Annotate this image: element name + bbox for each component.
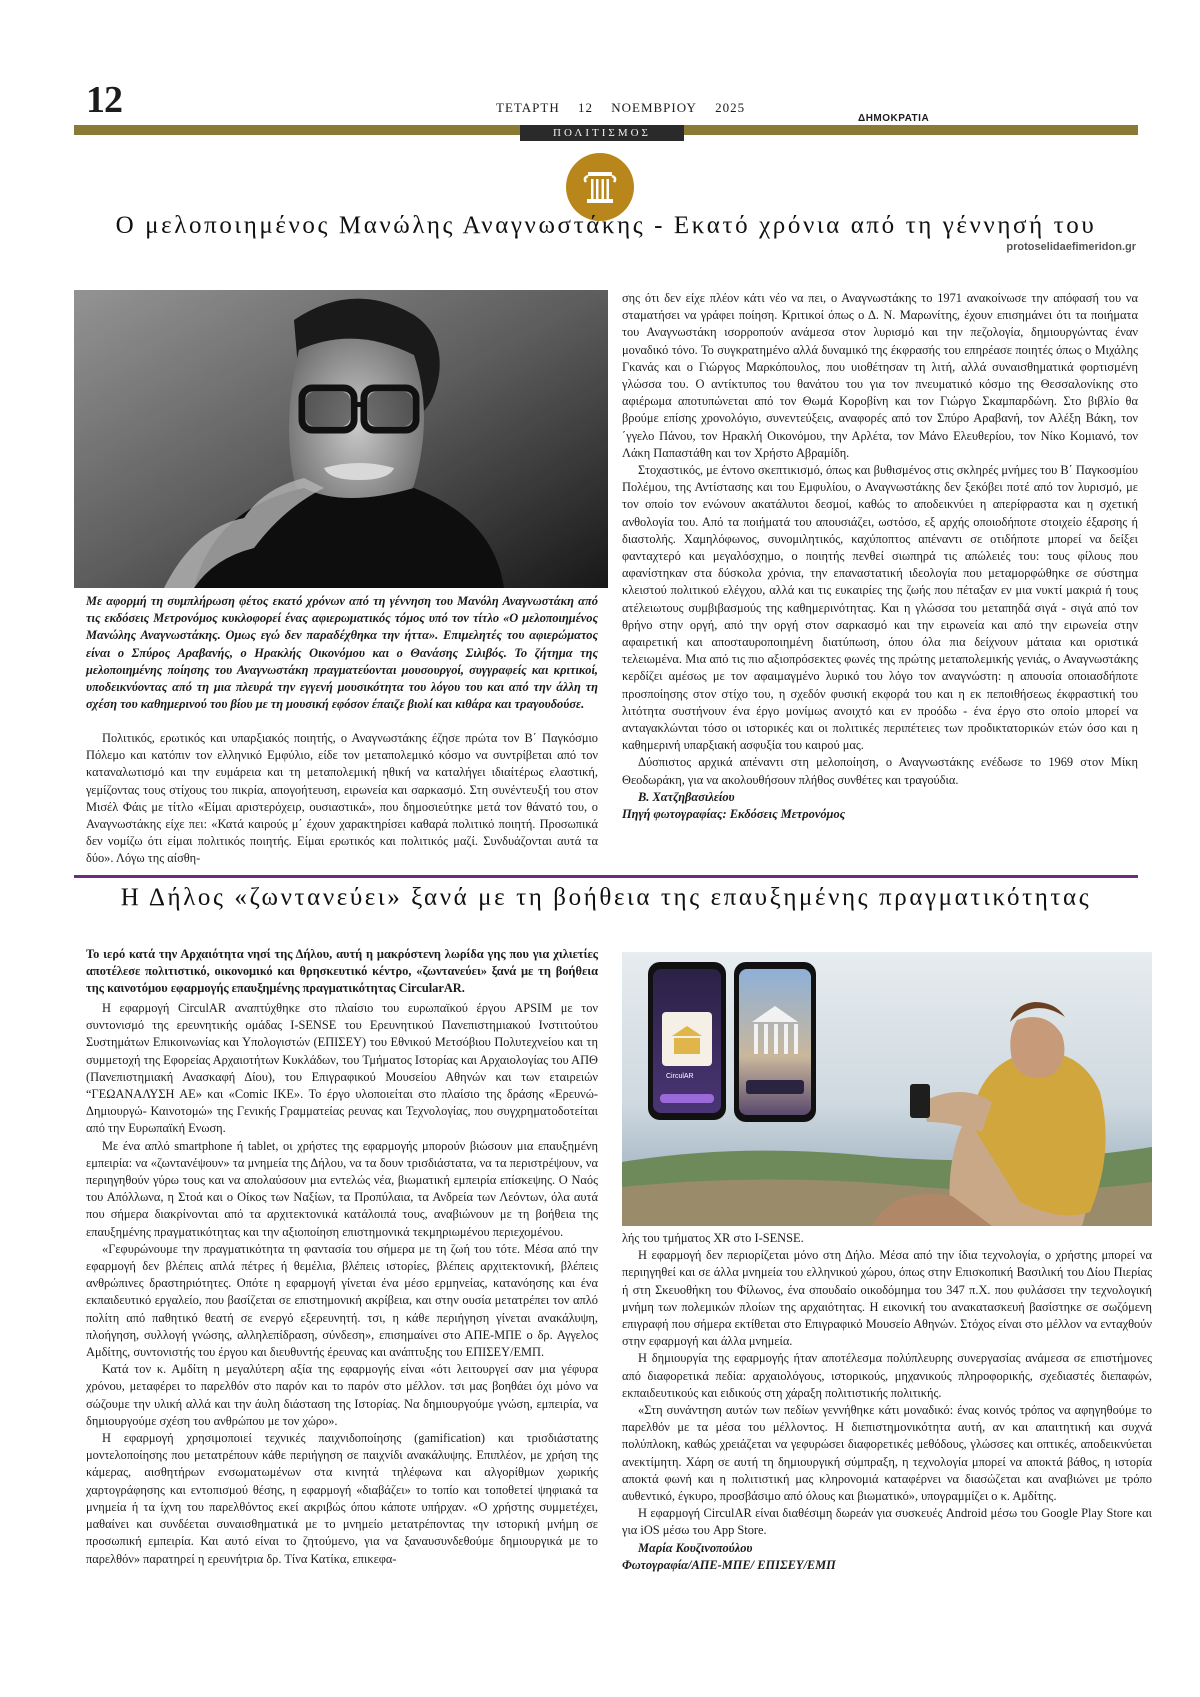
body-paragraph: Η εφαρμογή CirculAR αναπτύχθηκε στο πλαίσιο του ευρωπαϊκού έργου APSIM με τον συντονισμό της ερευνητικής ομάδας I-SENSE του Ερευνητικού Πανεπιστημιακού Ινστιτούτου Συστημάτων Επικοινωνίας και Υπολογιστών (ΕΠΙΣΕΥ) του Εθνικού Μετσόβιου Πολυτεχνείου και τη συμμετοχή της Εφορείας Αρχαιοτήτων Κυκλάδων, του Τμήματος Ιστορίας και Αρχαιολογίας του ΑΠΘ (Πανεπιστημιακή Ανασκαφή Δίου), του Επιγραφικού Μουσείου Αθηνών και των εταιρειών “ΓΕΩΑΝΑΛΥΣΗ ΑΕ» και «Comic IKE». Το έργο υλοποιείται στο πλαίσιο της δράσης «Ερευνώ- Δημιουργώ- Καινοτομώ» της Γενικής Γραμματείας ρευνας και Τεχνολογίας, που συγχρηματοδοτείται από την Ευρωπαϊκή Ενωση. — [86, 1001, 598, 1136]
article-author: Β. Χατζηβασιλείου — [638, 789, 735, 804]
body-paragraph: Στοχαστικός, με έντονο σκεπτικισμό, όπως και βυθισμένος στις σκληρές μνήμες του Β΄ Παγκοσμίου Πολέμου, της Αντίστασης και του Εμφυλίου, ο Αναγνωστάκης δεν ξεκόβει ποτέ από τον λυρισμό, με τον οποίο τον ενώνουν ακατάλυτοι δεσμοί, καθώς το αποδεικνύει η απερίφραστα και η σχετική ανθολογία του. Από τα ποιήματά του απουσιάζει, ωστόσο, εξ αρχής οποιοδήποτε στοιχείο έξαρσης ή διαστολής. Χαμηλόφωνος, συνομιλητικός, καχύποπτος απέναντι σε οτιδήποτε μπορεί να δείξει φανταχτερό και μεγαλόσχημο, ο ποιητής πενθεί σιωπηρά τις απώλειές του: τους φίλους που αφανίστηκαν στα δύσκολα χρόνια, την επαναστατική ιδεολογία που μεταμορφώθηκε σε σύστημα κλειστού πολιτικού ελέγχου, αλλά και τις ευκαιρίες της ζωής που πέταξαν εν μια νυκτί μακριά ή τους ατέλειωτους συμβιβασμούς της καθημερινότητας. Και η γλώσσα του μεταπηδά σιγά - σιγά από τον θρήνο στην οργή, από την οργή στον σαρκασμό και την ειρωνεία και από την ειρωνεία στην αφαιρετική και αποσταυροποιημένη διατύπωση, όπου όλα πια δείχνουν μάταια και οριστικά τελειωμένα. Μια από τις πιο αξιοπρόσεκτες φωνές της πρώτης μεταπολεμικής γενιάς, ο Αναγνωστάκης κερδίζει αμέσως με τον αφαιμαγμένο λυρικό του λόγο τον αναγνώστη: η απουσία οποιασδήποτε προσποίησης στον στίχο του, η σχεδόν φυσική εκφορά του και η εκ πεποιθήσεως έκφραστική του λιτότητα συστήνουν ένα έργο μονίμως ανοιχτό και εν προόδω - ένα έργο στο οποίο μπορεί να ανταγακλώνται τόσο οι ιστορικές και οι πολιτικές περιπέτειες των προδικτατορικών ετών όσο και η καθημερινή υπαρξιακή ασφυξία του καιρού μας. — [622, 463, 1138, 753]
body-paragraph: Κατά τον κ. Αμδίτη η μεγαλύτερη αξία της εφαρμογής είναι «ότι λειτουργεί σαν μια γέφυρα χρόνου, μεταφέρει το παρελθόν στο παρόν και το παρόν στο μέλλον. τσι μας βοηθάει όχι μόνο να σώζουμε την υλική αλλά και την άυλη διάσταση της Ιστορίας. Να δημιουργούμε γνώση, εμπειρία, να δημιουργούμε σχέση του ανθρώπου με τον χώρο». — [86, 1362, 598, 1428]
article-body-left — [86, 1000, 598, 1640]
page-number: 12 — [86, 79, 122, 121]
article-body-right — [622, 290, 1138, 823]
body-paragraph: Η εφαρμογή CirculAR είναι διαθέσιμη δωρεάν για συσκευές Android μέσω του Google Play Store και για iOS μέσω του App Store. — [622, 1506, 1152, 1538]
photo-caption: Με αφορμή τη συμπλήρωση φέτος εκατό χρόνων από τη γέννηση του Μανόλη Αναγνωστάκη από τις εκδόσεις Μετρονόμος κυκλοφορεί ένας αφιερωματικός τόμος υπό τον τίτλο «Ο μελοποιημένος Μανώλης Αναγνωστάκης. Ομως εγώ δεν παραδέχθηκα την ήττα». Επιμελητές του αφιερώματος είναι ο Σπύρος Αραβανής, ο Ηρακλής Οικονόμου και ο Θανάσης Σιλιβός. Το ζήτημα της μελοποιημένης ποίησης του Αναγνωστάκη πραγματεύονται μουσουργοί, συγγραφείς και κριτικοί, υποδεικνύοντας από τη μια πλευρά την εγγενή μουσικότητα του λόγου του και από την άλλη τη σχέση του καθημερινού του βίου με τη μουσική εφόσον έπαιζε βιολί και κιθάρα και τραγουδούσε. — [86, 594, 598, 712]
newspaper-name: ΔΗΜΟΚΡΑΤΙΑ — [858, 113, 930, 124]
body-paragraph: Με ένα απλό smartphone ή tablet, οι χρήστες της εφαρμογής μπορούν βιώσουν μια επαυξημένη εμπειρία: να «ζωντανέψουν» τα μνημεία της Δήλου, να τα δουν τρισδιάστατα, να τα περιστρέψουν, να περιηγηθούν γύρω τους και να απολαύσουν μια εντελώς νέα, βιωματική εμπειρία επίσκεψης. Ο Ναός του Απόλλωνα, η Στοά και ο Οίκος των Ναξίων, τα Προπύλαια, τα Ανδρεία των Λεόντων, όλα αυτά που σήμερα διακρίνονται από τα αρχιτεκτονικά κατάλοιπά τους, αναβιώνουν με τη βοήθεια της επαυξημένης πραγματικότητας και την αξιοποίηση επιστημονικά τεκμηριωμένου περιεχομένου. — [86, 1138, 598, 1239]
issue-date — [496, 100, 759, 116]
article-body-left — [86, 730, 598, 870]
article-body-right — [622, 1230, 1152, 1574]
article-headline: Η Δήλος «ζωντανεύει» ξανά με τη βοήθεια της επαυξημένης πραγματικότητας — [120, 884, 1092, 911]
body-paragraph: σης ότι δεν είχε πλέον κάτι νέο να πει, ο Αναγνωστάκης το 1971 ανακοίνωσε την απόφασή του να σταματήσει να γράφει ποίηση. Κριτικοί όπως ο Δ. Ν. Μαρωνίτης, έχουν επισημάνει ότι τα ποιήματα του Αναγνωστάκη ισορροπούν ανάμεσα στον λυρισμό και την πεζολογία, δημιουργώντας έναν μοναδικό τόνο. Το συγκρατημένο αλλά δυναμικό της έκφρασής του επηρέασε ποιητές όπως ο Μιχάλης Γκανάς και ο Γιώργος Μαρκόπουλος, που υιοθέτησαν τη λιτή, αλλά συναισθηματικά φορτισμένη γλώσσα του. Ο αντίκτυπος του θανάτου του για τον πνευματικό κόσμο της Θεσσαλονίκης στο αφιέρωμα αποτυπώνεται από τον Θωμά Κοροβίνη και τον Γιώργο Σκαμπαρδώνη. Στο βιβλίο θα βρούμε επίσης χρονολόγιο, συνεντεύξεις, αναφορές από τον Σπύρο Αραβανή, τον Αλέξη Βάκη, τον ΄γγελο Πάνου, τον Ηρακλή Οικονόμου, την Αρλέτα, τον Μάνο Ελευθερίου, τον Νίκο Κομιανό, τον Λάκη Παπαστάθη και τον Χρήστο Αβραμίδη. — [622, 291, 1138, 460]
photo-credit: Φωτογραφία/ΑΠΕ-ΜΠΕ/ ΕΠΙΣΕΥ/ΕΜΠ — [622, 1557, 836, 1572]
body-paragraph: Η εφαρμογή χρησιμοποιεί τεχνικές παιχνιδοποίησης (gamification) και τρισδιάστατης μοντελοποίησης που μετατρέπουν κάθε περιήγηση σε παιχνίδι ανακάλυψης. Επιπλέον, με χρήση της κάμερας, αισθητήρων ενσωματωμένων στα κινητά τηλέφωνα και αλγορίθμων χωρικής χαρτογράφησης και εντοπισμού θέσης, η εφαρμογή «διαβάζει» το τοπίο και τοποθετεί ψηφιακά τα μνημεία ή τα ίχνη του παρελθόντος εκεί ακριβώς όπου κάποτε υπήρχαν. «Ο χρήστης συμμετέχει, μαθαίνει και συνδέεται συναισθηματικά με το μνημείο μετατρέποντας την ιστορική μνήμη σε προσωπική εμπειρία. Και αυτό είναι το ζητούμενο, για να ξαναυσυνδεθούμε δημιουργικά με το παρελθόν» παρατηρεί η ερευνήτρια δρ. Τίνα Κατίκα, επικεφα- — [86, 1431, 598, 1566]
photo-credit: Πηγή φωτογραφίας: Εκδόσεις Μετρονόμος — [622, 807, 846, 822]
body-paragraph: «Γεφυρώνουμε την πραγματικότητα τη φαντασία του σήμερα με τη ζωή του τότε. Μέσα από την εφαρμογή δεν βλέπεις απλά πέτρες ή θεμέλια, βλέπεις ιστορίες, βλέπεις αρχιτεκτονική, βλέπεις ανθρώπινες δραστηριότητες. Οπότε η εφαρμογή γίνεται ένα μέσο ερμηνείας, κατανόησης και ένα εκπαιδευτικό εργαλείο, που βασίζεται σε επιστημονική ακρίβεια, και στην ουσία μετατρέπει τον απλό πολίτη από παθητικό θεατή σε ενεργό εξερευνητή. τσι, η κάθε περιήγηση γίνεται ανακάλυψη, πλοήγηση, συλλογή γνώσης, αλληλεπίδραση, σύνδεση», επισημαίνει στο ΑΠΕ-ΜΠΕ ο δρ. Αγγελος Αμδίτης, συντονιστής του έργου και διευθυντής έρευνας και ανάπτυξης του ΕΠΙΣΕΥ/ΕΜΠ. — [86, 1241, 598, 1360]
issue-month: ΝΟΕΜΒΡΙΟΥ — [611, 100, 697, 115]
app-name-label: CirculAR — [666, 1073, 694, 1080]
body-paragraph: Δύσπιστος αρχικά απέναντι στη μελοποίηση, ο Αναγνωστάκης ενέδωσε το 1969 στον Μίκη Θεοδωράκη, για να ακολουθήσουν πλήθος συνθέτες και τραγούδια. — [622, 755, 1138, 787]
article-author: Μαρία Κουζινοπούλου — [638, 1540, 753, 1555]
body-paragraph: λής του τμήματος XR στο I-SENSE. — [622, 1231, 804, 1245]
article-lead: Το ιερό κατά την Αρχαιότητα νησί της Δήλου, αυτή η μακρόστενη λωρίδα γης που για χιλιετίες αποτέλεσε πολιτιστικό, οικονομικό και θρησκευτικό κέντρο, «ζωντανεύει» ξανά με τη βοήθεια της καινοτόμου εφαρμογής επαυξημένης πραγματικότητας CircularAR. — [86, 947, 598, 996]
section-label: ΠΟΛΙΤΙΣΜΟΣ — [520, 125, 684, 141]
issue-day: 12 — [577, 100, 593, 115]
article-photo — [622, 952, 1152, 1226]
article-divider — [74, 875, 1138, 878]
article-headline: Ο μελοποιημένος Μανώλης Αναγνωστάκης - Εκατό χρόνια από τη γέννησή του — [115, 212, 1097, 239]
issue-year: 2025 — [715, 100, 746, 115]
issue-weekday: ΤΕΤΑΡΤΗ — [496, 100, 560, 115]
body-paragraph: Η εφαρμογή δεν περιορίζεται μόνο στη Δήλο. Μέσα από την ίδια τεχνολογία, ο χρήστης μπορεί να περιηγηθεί και σε άλλα μνημεία του ελληνικού χώρου, όπως στην Επισκοπική Βασιλική του Δίου Πιερίας ή στη Σκευοθήκη του Φίλωνος, ένα σπουδαίο οικοδόμημα του 347 π.Χ. που φυλάσσει την τεχνολογική μνήμη των πολεμικών πλοίων της αρχαιότητας. Η εικονική του ανακατασκευή βασίστηκε σε σωζόμενη επιγραφή που σήμερα εκτίθεται στο Επιγραφικό Μουσείο Αθηνών. Στόχος είναι στο μέλλον να ενταχθούν στην εφαρμογή και άλλα μνημεία. — [622, 1248, 1152, 1349]
article-photo — [74, 290, 608, 588]
body-paragraph: Η δημιουργία της εφαρμογής ήταν αποτέλεσμα πολύπλευρης συνεργασίας ανάμεσα σε επιστήμονες από διαφορετικά πεδία: αρχαιολόγους, ιστορικούς, μηχανικούς πληροφορικής, σχεδιαστές διεπαφών, εκπαιδευτικούς και ειδικούς στη χάραξη πολιτιστικής πολιτικής. — [622, 1351, 1152, 1400]
column-icon — [566, 153, 634, 221]
source-watermark: protoselidaefimeridon.gr — [1006, 241, 1136, 253]
body-paragraph: Πολιτικός, ερωτικός και υπαρξιακός ποιητής, ο Αναγνωστάκης έζησε πρώτα τον Β΄ Παγκόσμιο Πόλεμο και κατόπιν τον ελληνικό Εμφύλιο, είδε τον μεταπολεμικό κόσμο να συντρίβεται από τον καταναλωτισμό και την ευμάρεια και τη μεταπολεμική ηθική να καταλήγει ιδιαίτέρως ελαστική, γεμίζοντας τους στίχους του πικρία, απογοήτευση, ειρωνεία και σαρκασμό. Στη συνέντευξή του στον Μισέλ Φάις με τίτλο «Είμαι αριστερόχειρ, ουσιαστικά», που δημοσιεύτηκε μετά τον θάνατό του, ο Αναγνωστάκης είχε πει: «Κατά καιρούς μ΄ έχουν χαρακτηρίσει καθαρά πολιτικό ποιητή. Προσωπικά δεν νομίζω ότι είμαι πολιτικός ποιητής. Είμαι ερωτικός και πολιτικός μαζί. Συνδυάζονται αυτά τα δύο». Λόγω της αίσθη- — [86, 731, 598, 866]
body-paragraph: «Στη συνάντηση αυτών των πεδίων γεννήθηκε κάτι μοναδικό: ένας κοινός τρόπος να αφηγηθούμε το παρελθόν με τα μέσα του μέλλοντος. Η διεπιστημονικότητα αυτή, αν και απαιτητική και συχνά πολύπλοκη, καθώς χρειάζεται να γεφυρώσει διαφορετικές μεθόδους, γλώσσες και οπτικές, αποδεικνύεται ανεκτίμητη. Χάρη σε αυτή τη δημιουργική σύμπραξη, η τεχνολογία μπορεί να αποκτά βάθος, η ιστορία αποκτά φωνή και η πολιτιστική μας κληρονομιά καταφέρνει να διασώζεται και αναβιώνει με τρόπο αυθεντικό, έγκυρο, προσβάσιμο από όλους και βιωματικό», υπογραμμίζει ο κ. Αμδίτης. — [622, 1403, 1152, 1504]
